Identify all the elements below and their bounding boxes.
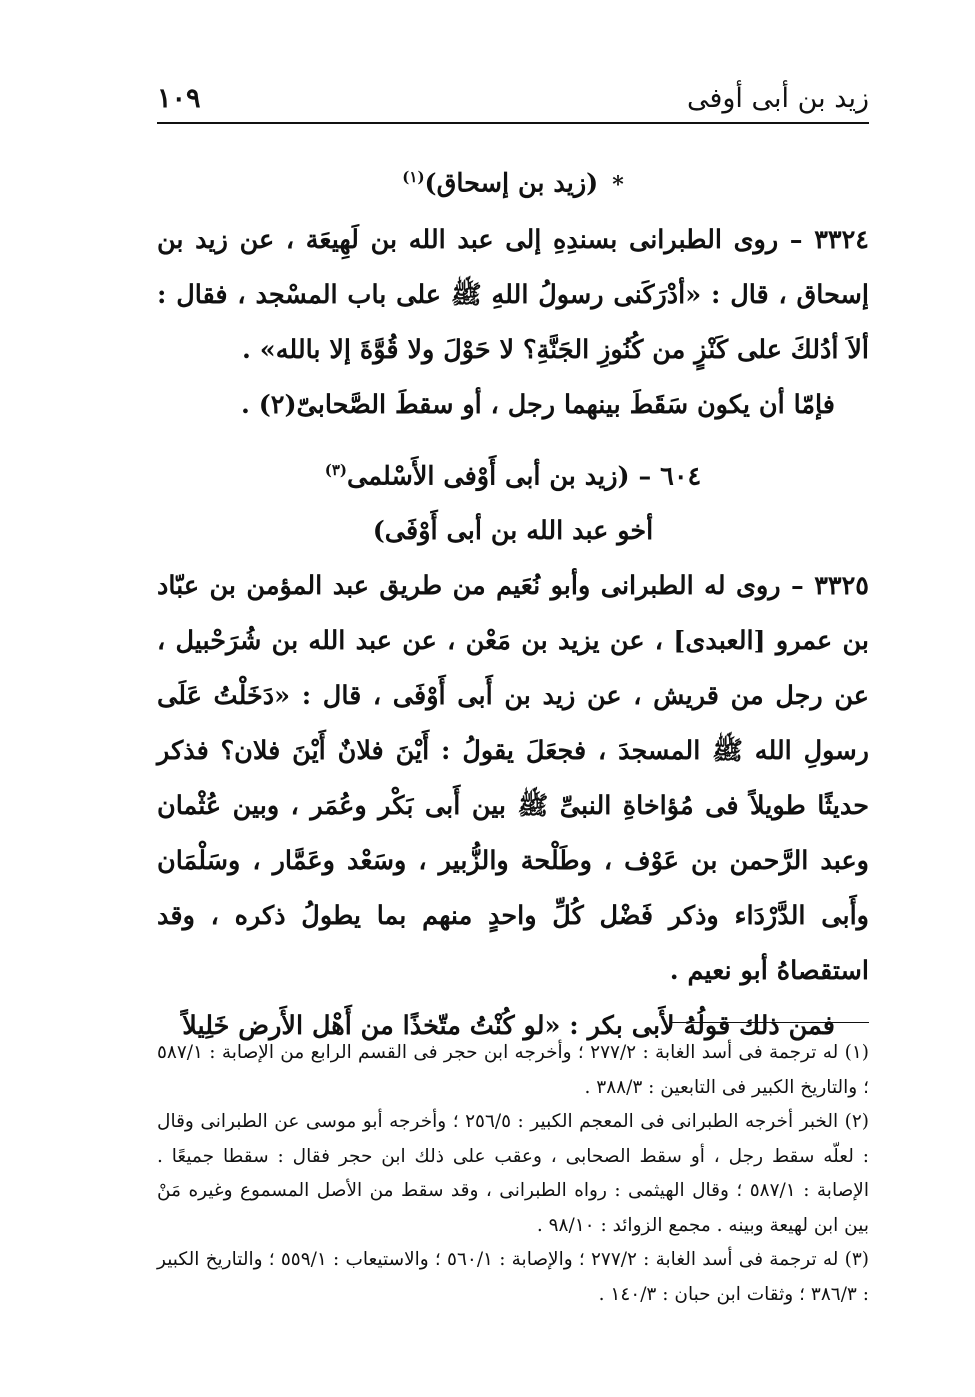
- footnote-rule: [672, 1022, 869, 1023]
- running-title: زيد بن أبى أوفى: [686, 82, 869, 114]
- header-rule: [157, 122, 869, 124]
- hadith-3324: ٣٣٢٤ – روى الطبرانى بسندِهِ إلى عبد الله بن لَهِيعَة ، عن زيد بن إسحاق ، قال : «أدْرَكَنى رسولُ اللهِ ﷺ على باب المسْجد ، فقال : ألاَ أدُلكَ على كَنْزٍ من كُنُوزِ الجَنَّةِ؟ لا حَوْلَ ولا قُوَّةَ إلا بالله» .: [157, 224, 869, 365]
- running-header: [157, 76, 869, 120]
- entry-title-text: (زيد بن إسحاق): [424, 168, 599, 199]
- footnote-1: (١) له ترجمة فى أسد الغابة : ٢٧٧/٢ ؛ وأخرجه ابن حجر فى القسم الرابع من الإصابة : ٥٨٧/١ ؛ والتاريخ الكبير فى التابعين : ٣٨٨/٣ .: [157, 1042, 869, 1098]
- footnote-mark-1: (١): [402, 168, 425, 186]
- continuation-paragraph: فمن ذلك قولُهُ لأَبى بكر : «لو كُنْتُ متّخذًا من أَهْل الأَرض خَلِيلاً: [182, 1011, 835, 1041]
- comment-paragraph: فإمّا أن يكون سَقَطَ بينهما رجل ، أو سقطَ الصَّحابىّ(٢) .: [240, 389, 835, 420]
- footnote-3: (٣) له ترجمة فى أسد الغابة : ٢٧٧/٢ ؛ والإصابة : ٥٦٠/١ ؛ والاستيعاب : ٥٥٩/١ ؛ والتاريخ الكبير : ٣٨٦/٣ ؛ وثقات ابن حبان : ١٤٠/٣ .: [157, 1249, 869, 1305]
- entry-title-zayd-ibn-ishaq: [157, 150, 869, 213]
- entry-subtitle: أخو عبد الله بن أبى أَوْفَى): [372, 516, 654, 546]
- entry-title-text: ٦٠٤ – (زيد بن أبى أَوْفى الأَسْلمى: [347, 461, 702, 491]
- page-number: ١٠٩: [157, 82, 201, 114]
- footnote-2: (٢) الخبر أخرجه الطبرانى فى المعجم الكبير : ٢٥٦/٥ ؛ وأخرجه أبو موسى عن الطبرانى وقال : لعلّه سقط رجل ، أو سقط الصحابى ، وعقب على ذلك ابن حجر فقال : سقطا جميعًا . الإصابة : ٥٨٧/١ ؛ وقال الهيثمى : رواه الطبرانى ، وقد سقط من الأصل المسموع وغيره مَنْ بين ابن لهيعة وبينه . مجمع الزوائد : ٩٨/١٠ .: [157, 1111, 869, 1236]
- entry-title-zayd-ibn-abi-awfa: [157, 443, 869, 505]
- main-text: [157, 150, 869, 1054]
- hadith-3325: ٣٣٢٥ – روى له الطبرانى وأبو نُعَيم من طريق عبد المؤمن بن عبّاد بن عمرو [العبدى] ، عن يزيد بن مَعْن ، عن عبد الله بن شُرَحْبيل ، عن رجل من قريش ، عن زيد بن أَبى أَوْفَى ، قال : «دَخَلْتُ عَلَى رسولِ الله ﷺ المسجدَ ، فجعَلَ يقولُ : أَيْنَ فلانٌ أَيْنَ فلان؟ فذكر حديثًا طويلاً فى مُؤاخاةِ النبىِّ ﷺ بين أَبى بَكْر وعُمَر ، وبين عُثْمان وعبد الرَّحمن بن عَوْف ، وطَلْحة والزُّبير ، وسَعْد وعَمَّار ، وسَلْمَان وأَبى الدَّرْدَاء وذكر فَضْل كُلِّ واحدٍ منهم بما يطولُ ذكره ، وقد استقصاهُ أبو نعيم .: [157, 571, 869, 986]
- footnotes: [157, 1036, 869, 1312]
- entry-star-marker: *: [612, 171, 624, 198]
- footnote-mark-3: (٣): [324, 460, 348, 479]
